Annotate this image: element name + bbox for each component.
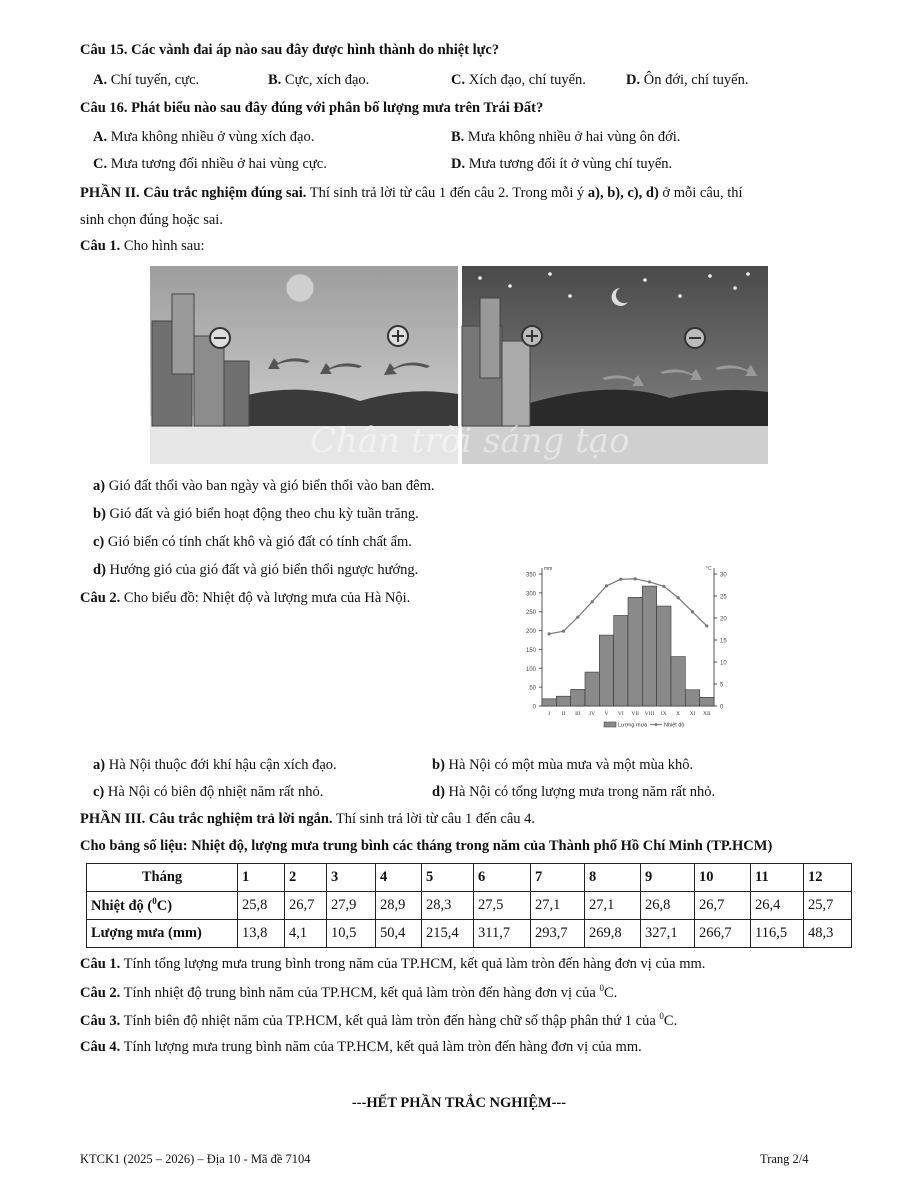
- hanoi-climate-chart: [502, 558, 752, 736]
- month-cell: 12: [804, 864, 852, 892]
- p2q1-question: Câu 1. Cho hình sau:: [80, 238, 205, 254]
- temp-cell: 27,1: [585, 892, 641, 920]
- rain-bar: [628, 597, 642, 706]
- p2q1-item-c: c) Gió biển có tính chất khô và gió đất có tính chất ẩm.: [93, 534, 412, 550]
- x-tick-label: XII: [703, 711, 711, 717]
- p3-question-4: Câu 4. Tính lượng mưa trung bình năm của TP.HCM, kết quả làm tròn đến hàng đơn vị của mm.: [80, 1039, 642, 1055]
- temperature-point: [677, 596, 680, 599]
- rain-bar: [700, 697, 714, 706]
- footer-page-number: Trang 2/4: [760, 1152, 809, 1166]
- month-cell: 6: [474, 864, 531, 892]
- temp-cell: 27,9: [327, 892, 376, 920]
- legend-temp-marker: [655, 723, 658, 726]
- rain-bar: [685, 690, 699, 706]
- rain-cell: 116,5: [751, 920, 804, 948]
- p2q1-item-b: b) Gió đất và gió biển hoạt động theo chu kỳ tuần trăng.: [93, 506, 419, 522]
- month-cell: 11: [751, 864, 804, 892]
- month-cell: 1: [238, 864, 285, 892]
- p2q2-item-d: d) Hà Nội có tổng lượng mưa trong năm rất nhỏ.: [432, 784, 716, 800]
- x-tick-label: II: [561, 711, 566, 717]
- table-header-row: [87, 864, 852, 892]
- rainfall-row-label: Lượng mưa (mm): [87, 920, 238, 948]
- temperature-point: [548, 632, 551, 635]
- temperature-point: [576, 616, 579, 619]
- temp-cell: 27,1: [531, 892, 585, 920]
- temp-cell: 28,9: [376, 892, 422, 920]
- p2q2-item-c: c) Hà Nội có biên độ nhiệt năm rất nhỏ.: [93, 784, 324, 800]
- temp-cell: 26,8: [641, 892, 695, 920]
- rainfall-row: [87, 920, 852, 948]
- table-title: Cho bảng số liệu: Nhiệt độ, lượng mưa trung bình các tháng trong năm của Thành phố Hồ Chí Minh (TP.HCM): [80, 838, 773, 854]
- sun-icon: [286, 274, 314, 302]
- left-axis-unit: mm: [544, 566, 553, 572]
- x-tick-label: VII: [631, 711, 639, 717]
- temperature-point: [691, 610, 694, 613]
- q15-option-a: A. Chí tuyến, cực.: [93, 72, 200, 88]
- q15-question: Câu 15. Các vành đai áp nào sau đây được hình thành do nhiệt lực?: [80, 42, 500, 58]
- footer-exam-code: KTCK1 (2025 – 2026) – Địa 10 - Mã đề 7104: [80, 1152, 311, 1166]
- p2q2-item-a: a) Hà Nội thuộc đới khí hậu cận xích đạo.: [93, 757, 337, 773]
- x-tick-label: XI: [689, 711, 696, 717]
- q16-option-b: B. Mưa không nhiều ở hai vùng ôn đới.: [451, 129, 681, 145]
- p2q2-item-b: b) Hà Nội có một mùa mưa và một mùa khô.: [432, 757, 694, 773]
- left-tick-label: 100: [525, 666, 536, 673]
- right-tick-label: 30: [720, 572, 727, 579]
- rain-bar: [585, 672, 599, 706]
- part2-intro-line2: sinh chọn đúng hoặc sai.: [80, 212, 223, 228]
- temp-cell: 27,5: [474, 892, 531, 920]
- x-tick-label: III: [575, 711, 581, 717]
- legend-rain-label: Lượng mưa: [618, 722, 648, 729]
- right-tick-label: 5: [720, 682, 724, 689]
- temp-cell: 26,4: [751, 892, 804, 920]
- temperature-point: [619, 578, 622, 581]
- temperature-point: [562, 630, 565, 633]
- temperature-point: [591, 600, 594, 603]
- x-tick-label: IV: [589, 711, 596, 717]
- p2q1-item-a: a) Gió đất thổi vào ban ngày và gió biển thổi vào ban đêm.: [93, 478, 435, 494]
- month-cell: 9: [641, 864, 695, 892]
- rain-cell: 10,5: [327, 920, 376, 948]
- p3-question-3: Câu 3. Tính biên độ nhiệt năm của TP.HCM, kết quả làm tròn đến hàng chữ số thập phân thứ 1 của $^0$C.: [80, 1011, 678, 1029]
- right-tick-label: 25: [720, 594, 727, 601]
- left-tick-label: 250: [525, 610, 536, 617]
- right-tick-label: 10: [720, 660, 727, 667]
- rain-bar: [556, 696, 570, 706]
- month-cell: 2: [285, 864, 327, 892]
- rain-cell: 48,3: [804, 920, 852, 948]
- rain-cell: 50,4: [376, 920, 422, 948]
- right-tick-label: 15: [720, 638, 727, 645]
- right-tick-label: 0: [720, 704, 724, 711]
- q16-question: Câu 16. Phát biểu nào sau đây đúng với phân bố lượng mưa trên Trái Đất?: [80, 100, 544, 116]
- left-tick-label: 200: [525, 629, 536, 636]
- part2-intro: PHẦN II. Câu trắc nghiệm đúng sai. Thí sinh trả lời từ câu 1 đến câu 2. Trong mỗi ý a), b), c), d) ở mỗi câu, thí: [80, 185, 743, 201]
- left-tick-label: 350: [525, 572, 536, 579]
- x-tick-label: IX: [660, 711, 667, 717]
- legend-rain-swatch: [604, 722, 616, 727]
- q15-option-b: B. Cực, xích đạo.: [268, 72, 370, 88]
- legend-temp-label: Nhiệt độ: [664, 722, 685, 729]
- month-cell: 10: [695, 864, 751, 892]
- part3-intro: PHẦN III. Câu trắc nghiệm trả lời ngắn. Thí sinh trả lời từ câu 1 đến câu 4.: [80, 811, 536, 827]
- rain-bar: [671, 657, 685, 706]
- temperature-point: [648, 580, 651, 583]
- rain-bar: [642, 586, 656, 706]
- rain-cell: 266,7: [695, 920, 751, 948]
- month-cell: 7: [531, 864, 585, 892]
- temp-cell: 28,3: [422, 892, 474, 920]
- rain-cell: 13,8: [238, 920, 285, 948]
- month-cell: 5: [422, 864, 474, 892]
- temperature-point: [705, 624, 708, 627]
- right-axis-unit: °C: [706, 566, 712, 572]
- land-sea-breeze-illustration: [150, 266, 768, 464]
- q16-option-c: C. Mưa tương đối nhiều ở hai vùng cực.: [93, 156, 327, 172]
- temp-cell: 26,7: [285, 892, 327, 920]
- left-tick-label: 300: [525, 591, 536, 598]
- left-tick-label: 150: [525, 647, 536, 654]
- q16-option-d: D. Mưa tương đối ít ở vùng chí tuyến.: [451, 156, 673, 172]
- rain-cell: 327,1: [641, 920, 695, 948]
- left-tick-label: 50: [529, 685, 536, 692]
- rain-cell: 311,7: [474, 920, 531, 948]
- temp-cell: 25,8: [238, 892, 285, 920]
- rain-cell: 215,4: [422, 920, 474, 948]
- temp-cell: 26,7: [695, 892, 751, 920]
- temp-cell: 25,7: [804, 892, 852, 920]
- table-header-month-label: Tháng: [87, 864, 238, 892]
- temperature-point: [662, 585, 665, 588]
- p2q1-item-d: d) Hướng gió của gió đất và gió biển thổi ngược hướng.: [93, 562, 419, 578]
- rain-cell: 4,1: [285, 920, 327, 948]
- q15-option-d: D. Ôn đới, chí tuyến.: [626, 72, 749, 88]
- temperature-point: [605, 584, 608, 587]
- p3-question-2: Câu 2. Tính nhiệt độ trung bình năm của TP.HCM, kết quả làm tròn đến hàng đơn vị của $^0$C.: [80, 983, 618, 1001]
- end-of-section: ---HẾT PHẦN TRẮC NGHIỆM---: [351, 1095, 567, 1111]
- rain-bar: [542, 699, 556, 706]
- p3-question-1: Câu 1. Tính tổng lượng mưa trung bình trong năm của TP.HCM, kết quả làm tròn đến hàng đơn vị của mm.: [80, 956, 706, 972]
- month-cell: 4: [376, 864, 422, 892]
- right-tick-label: 20: [720, 616, 727, 623]
- x-tick-label: VIII: [644, 711, 655, 717]
- q16-option-a: A. Mưa không nhiều ở vùng xích đạo.: [93, 129, 315, 145]
- rain-bar: [657, 606, 671, 706]
- x-tick-label: I: [548, 711, 551, 717]
- x-tick-label: V: [604, 711, 609, 717]
- left-tick-label: 0: [532, 704, 536, 711]
- month-cell: 3: [327, 864, 376, 892]
- watermark: Chân trời sáng tạo: [310, 421, 630, 461]
- hcm-climate-table: [86, 863, 852, 948]
- temperature-row-label: Nhiệt độ ($^0$C): [87, 892, 238, 920]
- temperature-point: [634, 577, 637, 580]
- temperature-row: [87, 892, 852, 920]
- q15-option-c: C. Xích đạo, chí tuyến.: [451, 72, 586, 88]
- rain-bar: [599, 635, 613, 706]
- rain-cell: 269,8: [585, 920, 641, 948]
- month-cell: 8: [585, 864, 641, 892]
- x-tick-label: X: [676, 711, 681, 717]
- x-tick-label: VI: [617, 711, 624, 717]
- rain-bar: [571, 689, 585, 706]
- rain-cell: 293,7: [531, 920, 585, 948]
- rain-bar: [614, 615, 628, 706]
- p2q2-question: Câu 2. Cho biểu đồ: Nhiệt độ và lượng mưa của Hà Nội.: [80, 590, 411, 606]
